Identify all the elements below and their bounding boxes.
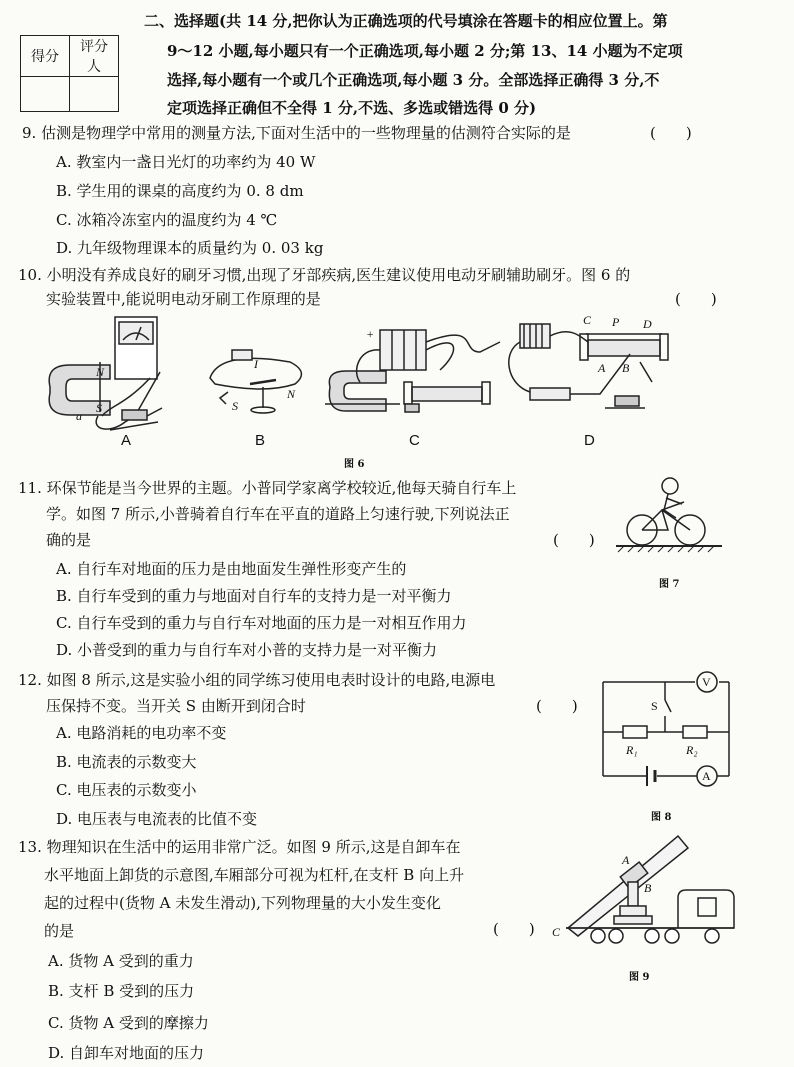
q11-option-c: C. 自行车受到的重力与自行车对地面的压力是一对相互作用力: [56, 614, 467, 632]
q11-stem-line-1: 11. 环保节能是当今世界的主题。小普同学家离学校较近,他每天骑自行车上: [18, 479, 517, 497]
score-cell[interactable]: [21, 77, 70, 112]
q11-option-a: A. 自行车对地面的压力是由地面发生弹性形变产生的: [56, 560, 407, 578]
q12-option-d: D. 电压表与电流表的比值不变: [56, 810, 258, 828]
score-box: [20, 35, 119, 112]
figure-8-circuit: [595, 660, 740, 790]
q9-option-a: A. 教室内一盏日光灯的功率约为 40 W: [56, 153, 316, 171]
fig8-s-label: S: [651, 699, 658, 713]
q13-option-d: D. 自卸车对地面的压力: [48, 1044, 205, 1062]
q11-stem-line-2: 学。如图 7 所示,小普骑着自行车在平直的道路上匀速行驶,下列说法正: [46, 505, 510, 523]
grader-label: 评分人: [70, 36, 119, 77]
fig7-caption: 图 7: [659, 579, 680, 590]
q13-stem-line-3: 起的过程中(货物 A 未发生滑动),下列物理量的大小发生变化: [44, 894, 441, 912]
q13-option-a: A. 货物 A 受到的重力: [48, 952, 194, 970]
fig6-d-p: P: [612, 315, 620, 329]
fig6-a-apparatus: [49, 317, 162, 430]
q13-option-b: B. 支杆 B 受到的压力: [48, 982, 195, 1000]
q11-option-d: D. 小普受到的重力与自行车对小普的支持力是一对平衡力: [56, 641, 438, 659]
q12-option-a: A. 电路消耗的电功率不变: [56, 724, 227, 742]
q11-bracket: ( ): [553, 531, 595, 549]
q12-stem-line-1: 12. 如图 8 所示,这是实验小组的同学练习使用电表时设计的电路,电源电: [18, 671, 496, 689]
fig6-label-c: C: [409, 432, 420, 449]
fig6-b-n: N: [287, 387, 296, 401]
fig6-a-s: S: [96, 401, 102, 415]
q13-stem-line-1: 13. 物理知识在生活中的运用非常广泛。如图 9 所示,这是自卸车在: [18, 838, 461, 856]
q13-stem-line-2: 水平地面上卸货的示意图,车厢部分可视为杠杆,在支杆 B 向上升: [44, 866, 465, 884]
q13-stem-line-4: 的是: [44, 922, 75, 940]
fig6-label-b: B: [255, 432, 266, 449]
q9-bracket: ( ): [650, 124, 692, 142]
fig6-a-n: N: [96, 365, 105, 379]
q12-option-b: B. 电流表的示数变大: [56, 753, 197, 771]
fig6-c-plus: +: [366, 327, 375, 341]
fig6-a-a: a: [76, 409, 82, 423]
fig6-label-d: D: [584, 432, 595, 449]
q12-bracket: ( ): [536, 697, 578, 715]
fig8-r2-label: R₂: [686, 743, 698, 757]
score-label: 得分: [21, 36, 70, 77]
q10-stem-line-2: 实验装置中,能说明电动牙刷工作原理的是: [46, 290, 321, 308]
q10-bracket: ( ): [675, 290, 717, 308]
grader-cell[interactable]: [70, 77, 119, 112]
q13-option-c: C. 货物 A 受到的摩擦力: [48, 1014, 209, 1032]
section-line-1: 二、选择题(共 14 分,把你认为正确选项的代号填涂在答题卡的相应位置上。第: [144, 12, 668, 30]
fig6-d-a: A: [598, 361, 606, 375]
fig9-caption: 图 9: [629, 972, 650, 983]
fig6-b-i: I: [254, 357, 258, 371]
q12-option-c: C. 电压表的示数变小: [56, 781, 197, 799]
figure-9-dump-truck: [548, 828, 748, 956]
fig6-d-c: C: [583, 313, 592, 327]
fig6-b-s: S: [232, 399, 238, 413]
section-line-2: 9～12 小题,每小题只有一个正确选项,每小题 2 分;第 13、14 小题为不定项: [167, 42, 683, 60]
figure-6: [40, 312, 740, 462]
fig6-label-a: A: [121, 432, 132, 449]
q10-stem-line-1: 10. 小明没有养成良好的刷牙习惯,出现了牙部疾病,医生建议使用电动牙刷辅助刷牙。图 6 的: [18, 266, 631, 284]
section-line-3: 选择,每小题有一个或几个正确选项,每小题 3 分。全部选择正确得 3 分,不: [167, 71, 660, 89]
q9-option-b: B. 学生用的课桌的高度约为 0. 8 dm: [56, 182, 304, 200]
fig9-a-label: A: [622, 853, 630, 867]
q9-option-c: C. 冰箱冷冻室内的温度约为 4 ℃: [56, 211, 278, 229]
fig8-v-label: V: [702, 675, 711, 689]
figure-7-bicycle: [608, 470, 728, 560]
fig6-c-apparatus: [325, 330, 500, 412]
q11-stem-line-3: 确的是: [46, 531, 92, 549]
fig9-b-label: B: [644, 881, 652, 895]
fig6-d-d: D: [643, 317, 652, 331]
fig6-d-b: B: [622, 361, 630, 375]
fig6-caption: 图 6: [344, 459, 365, 470]
q9-stem: 9. 估测是物理学中常用的测量方法,下面对生活中的一些物理量的估测符合实际的是: [22, 124, 571, 142]
q11-option-b: B. 自行车受到的重力与地面对自行车的支持力是一对平衡力: [56, 587, 452, 605]
fig8-a-label: A: [702, 769, 711, 783]
fig6-d-apparatus: [509, 324, 668, 408]
fig8-r1-label: R₁: [626, 743, 638, 757]
fig8-caption: 图 8: [651, 812, 672, 823]
fig9-c-label: C: [552, 925, 561, 939]
q9-option-d: D. 九年级物理课本的质量约为 0. 03 kg: [56, 239, 324, 257]
q13-bracket: ( ): [493, 920, 535, 938]
q12-stem-line-2: 压保持不变。当开关 S 由断开到闭合时: [46, 697, 306, 715]
section-line-4: 定项选择正确但不全得 1 分,不选、多选或错选得 0 分): [167, 99, 537, 117]
